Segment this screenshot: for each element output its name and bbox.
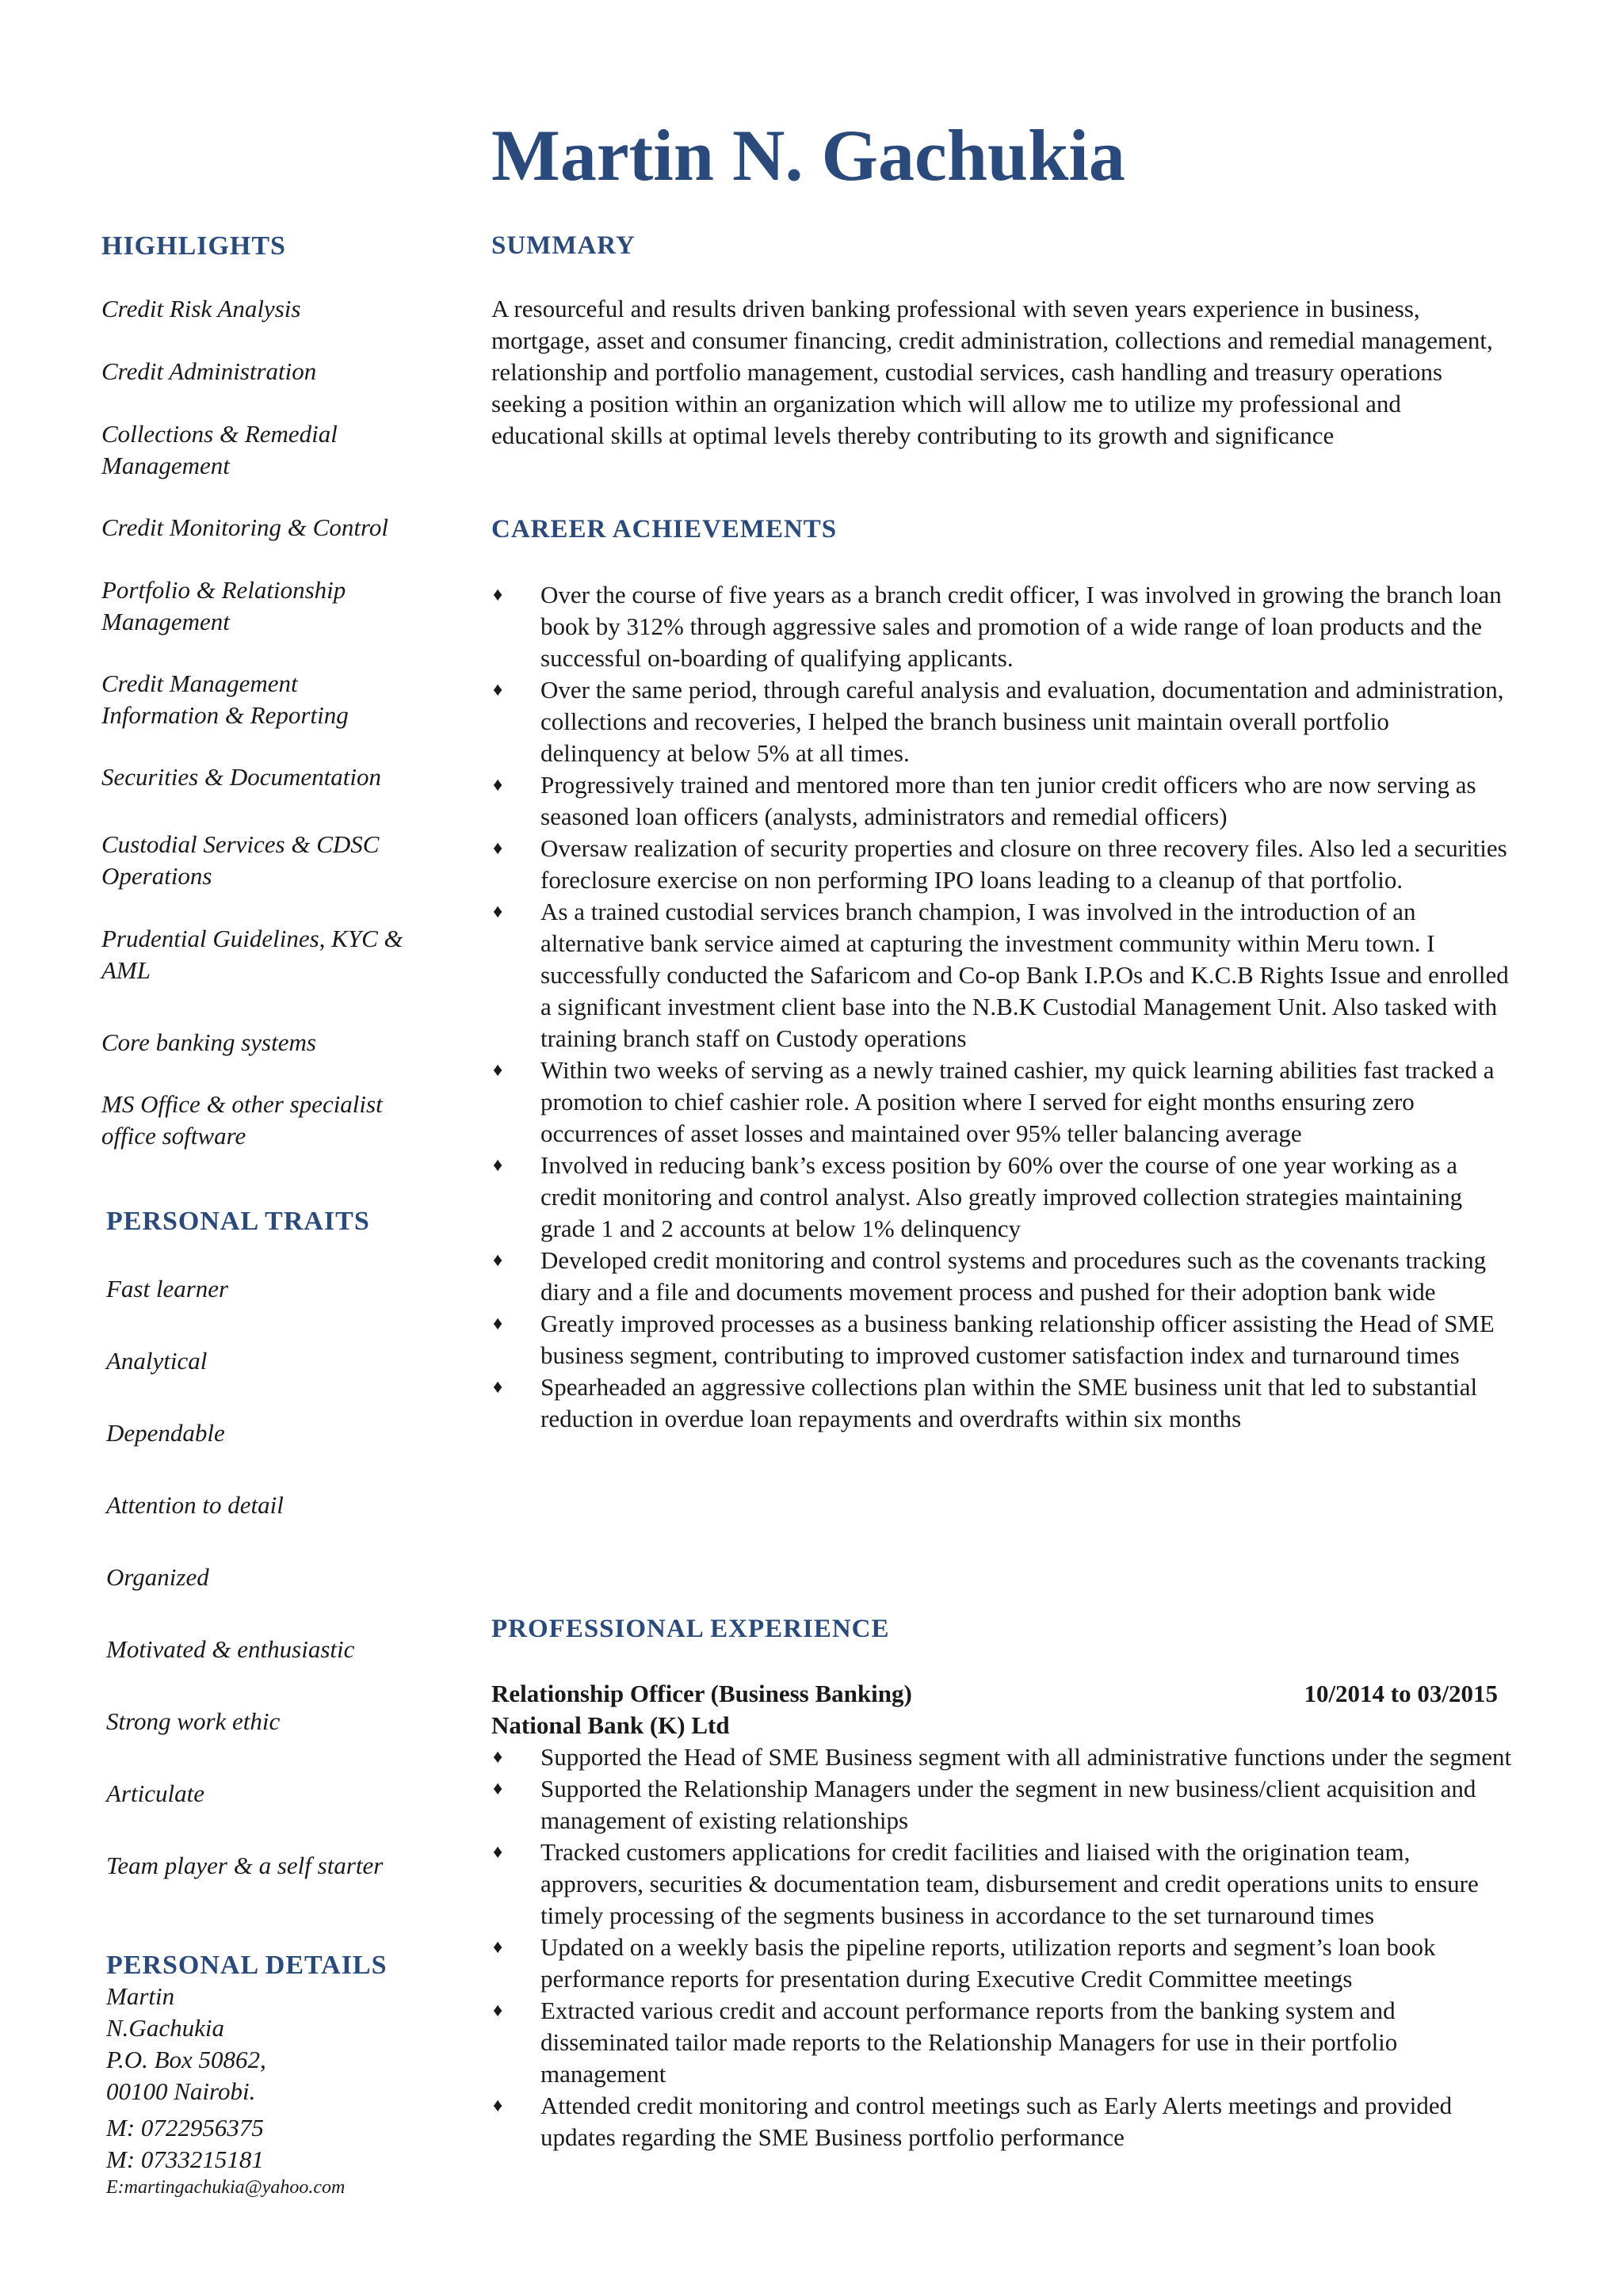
- personal-details: [106, 1981, 345, 2199]
- diamond-bullet-icon: ♦: [493, 838, 503, 859]
- highlight-item: Portfolio & Relationship Management: [101, 576, 346, 635]
- diamond-bullet-icon: ♦: [493, 1314, 503, 1334]
- list-item: ♦ Developed credit monitoring and control systems and procedures such as the covenants tracking diary and a file and documents movement process and pushed for their adoption bank wide: [493, 1246, 1487, 1306]
- trait-item: Team player & a self starter: [106, 1852, 384, 1879]
- details-po-box: P.O. Box 50862,: [106, 2046, 266, 2073]
- diamond-bullet-icon: ♦: [493, 2000, 503, 2021]
- diamond-bullet-icon: ♦: [493, 1937, 503, 1958]
- job-header: [491, 1678, 1498, 1741]
- diamond-bullet-icon: ♦: [493, 1250, 503, 1271]
- list-item: ♦ Updated on a weekly basis the pipeline reports, utilization reports and segment’s loan book performance reports for presentation during Executive Credit Committee meetings: [493, 1933, 1436, 1993]
- diamond-bullet-icon: ♦: [493, 1377, 503, 1398]
- list-item: ♦ Extracted various credit and account performance reports from the banking system and disseminated tailor made reports to the Relationship Managers for use in their portfolio management: [493, 1997, 1398, 2088]
- employer-name: National Bank (K) Ltd: [491, 1711, 730, 1739]
- details-phone-1: M: 0722956375: [106, 2114, 264, 2142]
- highlight-item: Securities & Documentation: [101, 763, 381, 791]
- highlights-heading: HIGHLIGHTS: [101, 231, 286, 261]
- summary-text: A resourceful and results driven banking professional with seven years experience in business, mortgage, asset and consumer financing, credit administration, collections and remedial management, relationship and portfolio management, custodial services, cash handling and treasury operations seeking a position within an organization which will allow me to utilize my professional and educational skills at optimal levels thereby contributing to its growth and significance: [491, 295, 1493, 449]
- highlight-item: Credit Monitoring & Control: [101, 513, 388, 541]
- list-item: ♦ Supported the Head of SME Business segment with all administrative functions under the segment: [491, 1741, 1514, 1773]
- highlight-item: Prudential Guidelines, KYC & AML: [101, 925, 403, 984]
- resume-name: Martin N. Gachukia: [491, 115, 1125, 196]
- details-name-last: N.Gachukia: [106, 2014, 224, 2042]
- list-item: ♦ Over the course of five years as a branch credit officer, I was involved in growing the branch loan book by 312% through aggressive sales and promotion of a wide range of loan products and the successful on-boarding of qualifying applicants.: [493, 581, 1502, 672]
- personal-traits-heading: PERSONAL TRAITS: [106, 1207, 370, 1236]
- diamond-bullet-icon: ♦: [493, 1155, 503, 1176]
- professional-experience-heading: PROFESSIONAL EXPERIENCE: [491, 1615, 890, 1643]
- summary-heading: SUMMARY: [491, 231, 636, 260]
- diamond-bullet-icon: ♦: [493, 2096, 503, 2116]
- list-item: ♦ As a trained custodial services branch champion, I was involved in the introduction of an alternative bank service aimed at capturing the investment community within Meru town. I successfully conducted the Safaricom and Co-op Bank I.P.Os and K.C.B Rights Issue and enrolled a significant investment client base into the N.B.K Custodial Management Unit. Also tasked with training branch staff on Custody operations: [493, 898, 1509, 1052]
- trait-item: Organized: [106, 1563, 209, 1591]
- diamond-bullet-icon: ♦: [493, 1842, 503, 1863]
- list-item: ♦ Over the same period, through careful analysis and evaluation, documentation and administration, collections and recoveries, I helped the branch business unit maintain overall portfolio delinquency at below 5% at all times.: [493, 676, 1504, 767]
- highlight-item: Credit Risk Analysis: [101, 295, 301, 322]
- sidebar: [0, 0, 444, 2296]
- trait-item: Dependable: [106, 1419, 225, 1447]
- diamond-bullet-icon: ♦: [493, 775, 503, 795]
- diamond-bullet-icon: ♦: [493, 902, 503, 922]
- diamond-bullet-icon: ♦: [493, 1779, 503, 1799]
- trait-item: Articulate: [106, 1779, 204, 1807]
- diamond-bullet-icon: ♦: [493, 585, 503, 605]
- list-item: ♦ Progressively trained and mentored more than ten junior credit officers who are now serving as seasoned loan officers (analysts, administrators and remedial officers): [493, 771, 1476, 830]
- details-city: 00100 Nairobi.: [106, 2077, 256, 2105]
- job-title: Relationship Officer (Business Banking): [491, 1680, 912, 1707]
- diamond-bullet-icon: ♦: [493, 1060, 503, 1081]
- highlight-item: Credit Administration: [101, 357, 317, 385]
- trait-item: Strong work ethic: [106, 1707, 281, 1735]
- personal-details-heading: PERSONAL DETAILS: [106, 1951, 388, 1980]
- highlight-item: Core banking systems: [101, 1028, 316, 1056]
- achievements-list: [491, 579, 1514, 1435]
- details-email: E:martingachukia@yahoo.com: [106, 2177, 346, 2198]
- trait-item: Fast learner: [106, 1275, 229, 1302]
- trait-item: Motivated & enthusiastic: [106, 1635, 355, 1663]
- list-item: ♦ Spearheaded an aggressive collections plan within the SME business unit that led to substantial reduction in overdue loan repayments and overdrafts within six months: [493, 1373, 1478, 1432]
- list-item: ♦ Attended credit monitoring and control meetings such as Early Alerts meetings and provided updates regarding the SME Business portfolio performance: [493, 2092, 1453, 2151]
- details-name-first: Martin: [106, 1982, 175, 2010]
- highlight-item: Custodial Services & CDSC Operations: [101, 830, 380, 890]
- list-item: ♦ Greatly improved processes as a business banking relationship officer assisting the Head of SME business segment, contributing to improved customer satisfaction index and turnaround times: [493, 1310, 1495, 1369]
- job-dates: 10/2014 to 03/2015: [1304, 1680, 1498, 1707]
- highlight-item: Credit Management Information & Reporting: [101, 669, 349, 729]
- details-phone-2: M: 0733215181: [106, 2145, 264, 2173]
- diamond-bullet-icon: ♦: [493, 680, 503, 700]
- experience-list: [491, 1741, 1514, 2153]
- diamond-bullet-icon: ♦: [493, 1747, 503, 1768]
- list-item: ♦ Within two weeks of serving as a newly trained cashier, my quick learning abilities fast tracked a promotion to chief cashier role. A position where I served for eight months ensuring zero occurrences of asset losses and maintained over 95% teller balancing average: [493, 1056, 1495, 1147]
- list-item: ♦ Supported the Relationship Managers under the segment in new business/client acquisition and management of existing relationships: [493, 1775, 1476, 1834]
- list-item: ♦ Oversaw realization of security properties and closure on three recovery files. Also led a securities foreclosure exercise on non performing IPO loans leading to a cleanup of that portfolio.: [493, 834, 1507, 894]
- trait-item: Attention to detail: [106, 1491, 284, 1519]
- list-item: ♦ Involved in reducing bank’s excess position by 60% over the course of one year working as a credit monitoring and control analyst. Also greatly improved collection strategies maintaining grade 1 and 2 accounts at below 1% delinquency: [493, 1151, 1463, 1242]
- career-achievements-heading: CAREER ACHIEVEMENTS: [491, 515, 838, 543]
- list-item: ♦ Tracked customers applications for credit facilities and liaised with the origination team, approvers, securities & documentation team, disbursement and credit operations units to ensure timely processing of the segments business in accordance to the set turnaround times: [493, 1838, 1479, 1929]
- highlight-item: MS Office & other specialist office software: [101, 1090, 383, 1150]
- trait-item: Analytical: [106, 1347, 208, 1375]
- highlight-item: Collections & Remedial Management: [101, 420, 338, 479]
